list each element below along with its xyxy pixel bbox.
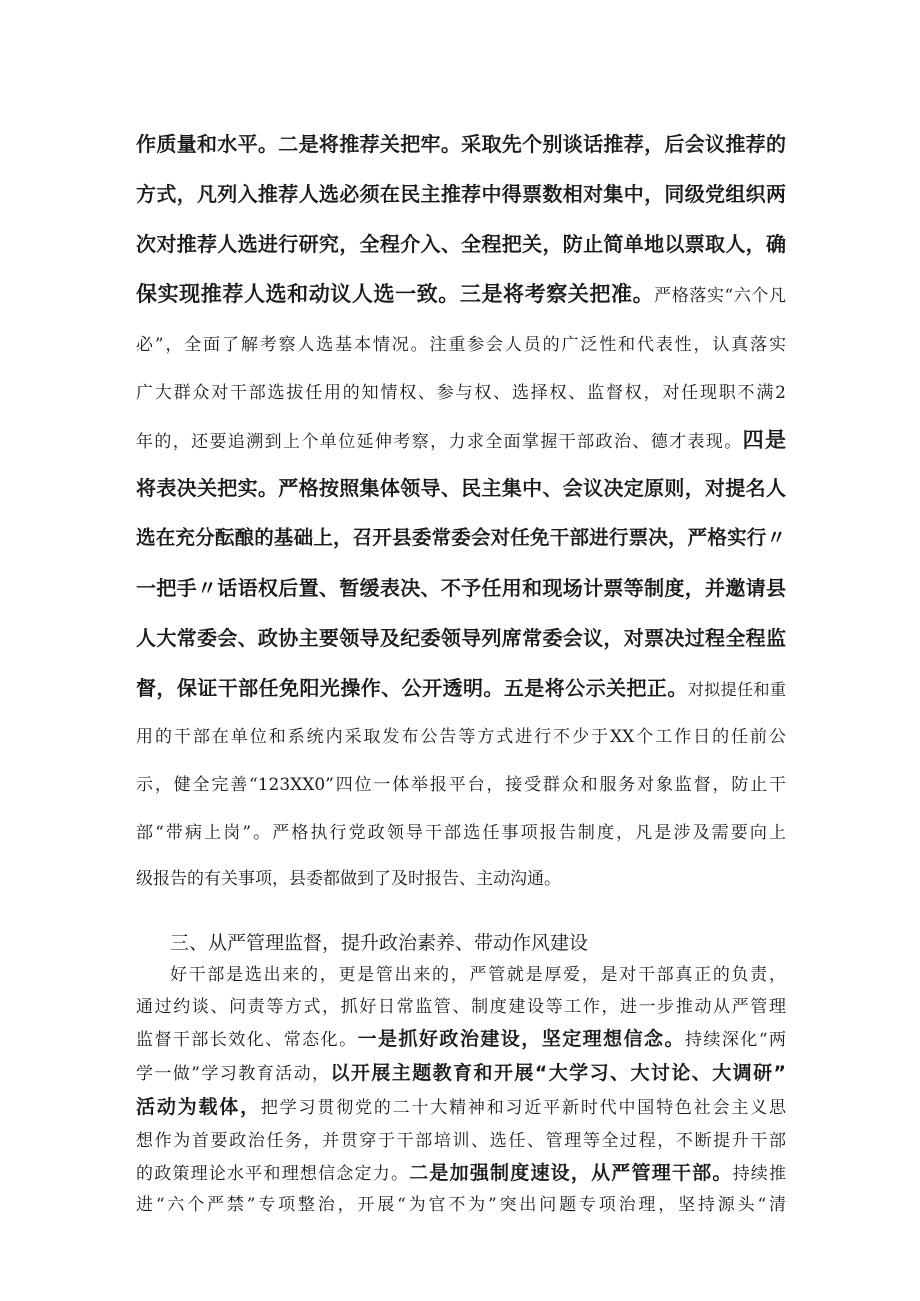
paragraph-line: 用的干部在单位和系统内采取发布公告等方式进行不少于XX个工作日的任前公 bbox=[136, 727, 786, 747]
normal-text: 对拟提任和重 bbox=[687, 680, 786, 699]
paragraph-line bbox=[136, 672, 786, 701]
normal-text: 的政策理论水平和理想信念定力。 bbox=[136, 1164, 410, 1184]
bold-text: 活动为载体， bbox=[136, 1096, 261, 1118]
normal-text: 严格落实“六个凡 bbox=[654, 286, 786, 306]
paragraph-line bbox=[136, 424, 786, 454]
normal-text: 监督干部长效化、常态化。 bbox=[136, 1030, 358, 1050]
normal-text: 年的，还要追溯到上个单位延伸考察，力求全面掌握干部政治、德才表现。 bbox=[136, 432, 743, 452]
paragraph-line: 进“六个严禁”专项整治，开展“为官不为”突出问题专项治理，坚持源头“清 bbox=[136, 1195, 786, 1215]
bold-text: 四是 bbox=[742, 428, 787, 452]
bold-text: 二是加强制度速设，从严管理干部。 bbox=[409, 1162, 733, 1184]
paragraph-line: 好干部是选出来的，更是管出来的，严管就是厚爱，是对干部真正的负责， bbox=[170, 965, 786, 985]
paragraph-line: 必”，全面了解考察人选基本情况。注重参会人员的广泛性和代表性，认真落实 bbox=[136, 335, 786, 355]
normal-text: 持续深化“两 bbox=[684, 1030, 786, 1050]
normal-text: 学一做”学习教育活动， bbox=[136, 1064, 331, 1084]
bold-text: 督，保证干部任免阳光操作、公开透明。五是将公示关把正。 bbox=[136, 676, 688, 700]
paragraph-line: 示，健全完善“123XX0”四位一体举报平台，接受群众和服务对象监督，防止干 bbox=[136, 775, 786, 795]
bold-text: 保实现推荐人选和动议人选一致。三是将考察关把准。 bbox=[136, 282, 655, 306]
paragraph-line: 方式，凡列入推荐人选必须在民主推荐中得票数相对集中，同级党组织两 bbox=[136, 182, 786, 206]
paragraph-line bbox=[136, 1058, 786, 1085]
paragraph-line bbox=[136, 1024, 786, 1051]
paragraph-line: 部“带病上岗”。严格执行党政领导干部选任事项报告制度，凡是涉及需要向上 bbox=[136, 823, 786, 843]
paragraph-line bbox=[136, 1158, 786, 1185]
paragraph-line: 作质量和水平。二是将推荐关把牢。采取先个别谈话推荐，后会议推荐的 bbox=[136, 132, 786, 156]
paragraph-line bbox=[136, 278, 786, 308]
paragraph-line: 次对推荐人选进行研究，全程介入、全程把关，防止简单地以票取人，确 bbox=[136, 232, 786, 256]
paragraph-line: 将表决关把实。严格按照集体领导、民主集中、会议决定原则，对提名人 bbox=[136, 476, 786, 500]
paragraph-line: 通过约谈、问责等方式，抓好日常监管、制度建设等工作，进一步推动从严管理 bbox=[136, 997, 786, 1017]
paragraph-line: 想作为首要政治任务，并贯穿于干部培训、选任、管理等全过程，不断提升干部 bbox=[136, 1131, 786, 1151]
bold-text: 一是抓好政治建设，坚定理想信念。 bbox=[357, 1028, 685, 1050]
paragraph-line bbox=[136, 1092, 786, 1119]
paragraph-line: 级报告的有关事项，县委都做到了及时报告、主动沟通。 bbox=[136, 869, 561, 889]
paragraph-line: 一把手〃话语权后置、暂缓表决、不予任用和现场计票等制度，并邀请县 bbox=[136, 576, 786, 600]
paragraph-line: 广大群众对干部选拔任用的知情权、参与权、选择权、监督权，对任现职不满2 bbox=[136, 383, 786, 403]
normal-text: 持续推 bbox=[732, 1164, 787, 1184]
bold-text: 以开展主题教育和开展“大学习、大讨论、大调研” bbox=[330, 1062, 786, 1084]
normal-text: 把学习贯彻党的二十大精神和习近平新时代中国特色社会主义思 bbox=[260, 1098, 786, 1118]
paragraph-line: 选在充分酝酿的基础上，召开县委常委会对任免干部进行票决，严格实行〃 bbox=[136, 526, 786, 549]
section-heading: 三、从严管理监督，提升政治素养、带动作风建设 bbox=[170, 932, 589, 954]
paragraph-line: 人大常委会、政协主要领导及纪委领导列席常委会议，对票决过程全程监 bbox=[136, 626, 786, 650]
